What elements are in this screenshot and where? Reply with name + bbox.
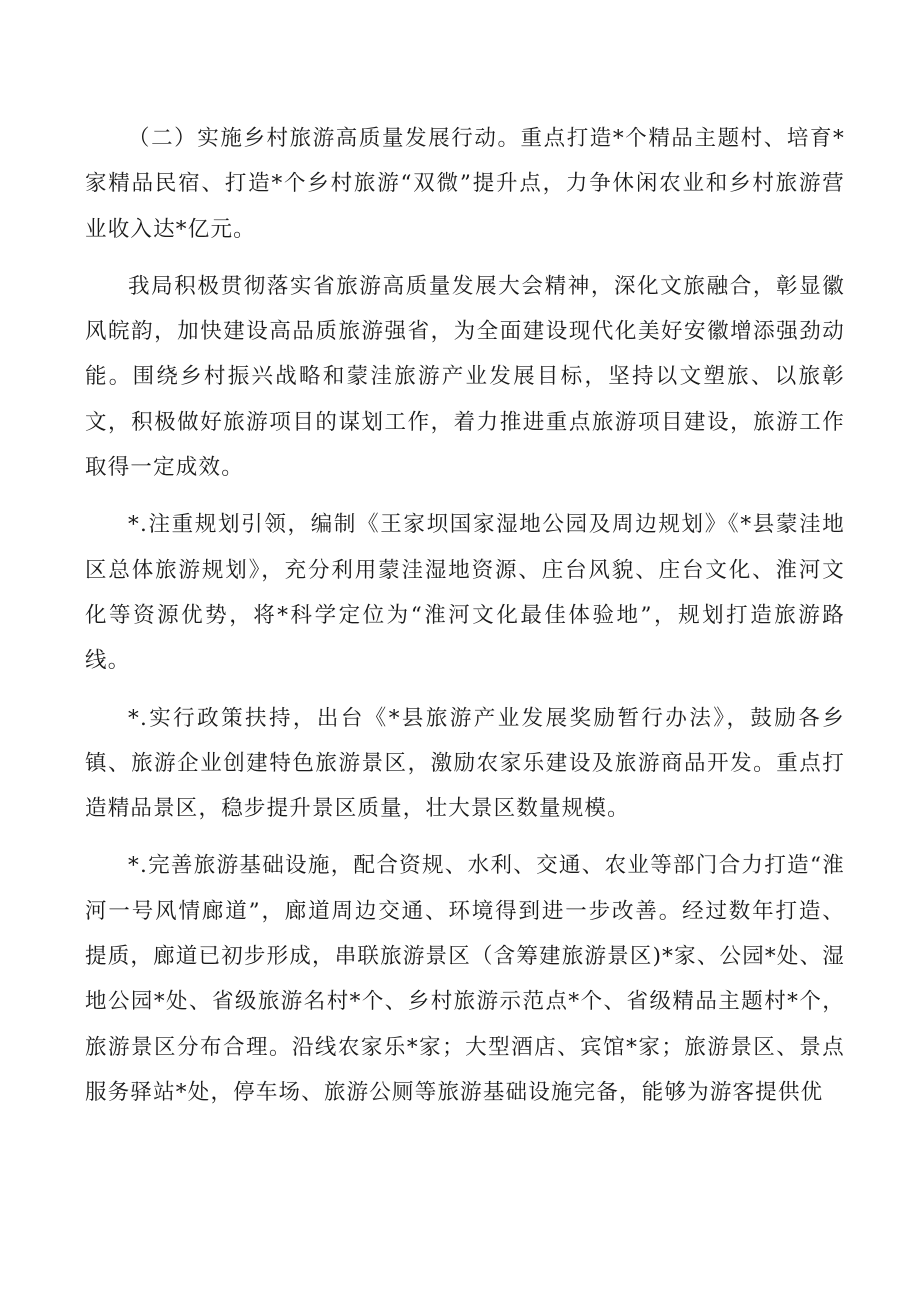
document-body bbox=[85, 116, 845, 1127]
paragraph-bureau-overview: 我局积极贯彻落实省旅游高质量发展大会精神，深化文旅融合，彰显徽风皖韵，加快建设高品质旅游强省，为全面建设现代化美好安徽增添强劲动能。围绕乡村振兴战略和蒙洼旅游产业发展目标，坚持以文塑旅、以旅彰文，积极做好旅游项目的谋划工作，着力推进重点旅游项目建设，旅游工作取得一定成效。 bbox=[85, 273, 845, 481]
paragraph-policy-support: *.实行政策扶持，出台《*县旅游产业发展奖励暂行办法》，鼓励各乡镇、旅游企业创建特色旅游景区，激励农家乐建设及旅游商品开发。重点打造精品景区，稳步提升景区质量，壮大景区数量规模。 bbox=[85, 705, 845, 822]
paragraph-infrastructure: *.完善旅游基础设施，配合资规、水利、交通、农业等部门合力打造“淮河一号风情廊道”，廊道周边交通、环境得到进一步改善。经过数年打造、提质，廊道已初步形成，串联旅游景区（含筹建旅游景区)*家、公园*处、湿地公园*处、省级旅游名村*个、乡村旅游示范点*个、省级精品主题村*个，旅游景区分布合理。沿线农家乐*家；大型酒店、宾馆*家；旅游景区、景点服务驿站*处，停车场、旅游公厕等旅游基础设施完备，能够为游客提供优 bbox=[85, 853, 845, 1105]
paragraph-planning-guidance: *.注重规划引领，编制《王家坝国家湿地公园及周边规划》《*县蒙洼地区总体旅游规划》，充分利用蒙洼湿地资源、庄台风貌、庄台文化、淮河文化等资源优势，将*科学定位为“淮河文化最佳体验地”，规划打造旅游路线。 bbox=[85, 512, 845, 674]
paragraph-rural-tourism-action: （二）实施乡村旅游高质量发展行动。重点打造*个精品主题村、培育*家精品民宿、打造*个乡村旅游“双微”提升点，力争休闲农业和乡村旅游营业收入达*亿元。 bbox=[85, 126, 845, 242]
